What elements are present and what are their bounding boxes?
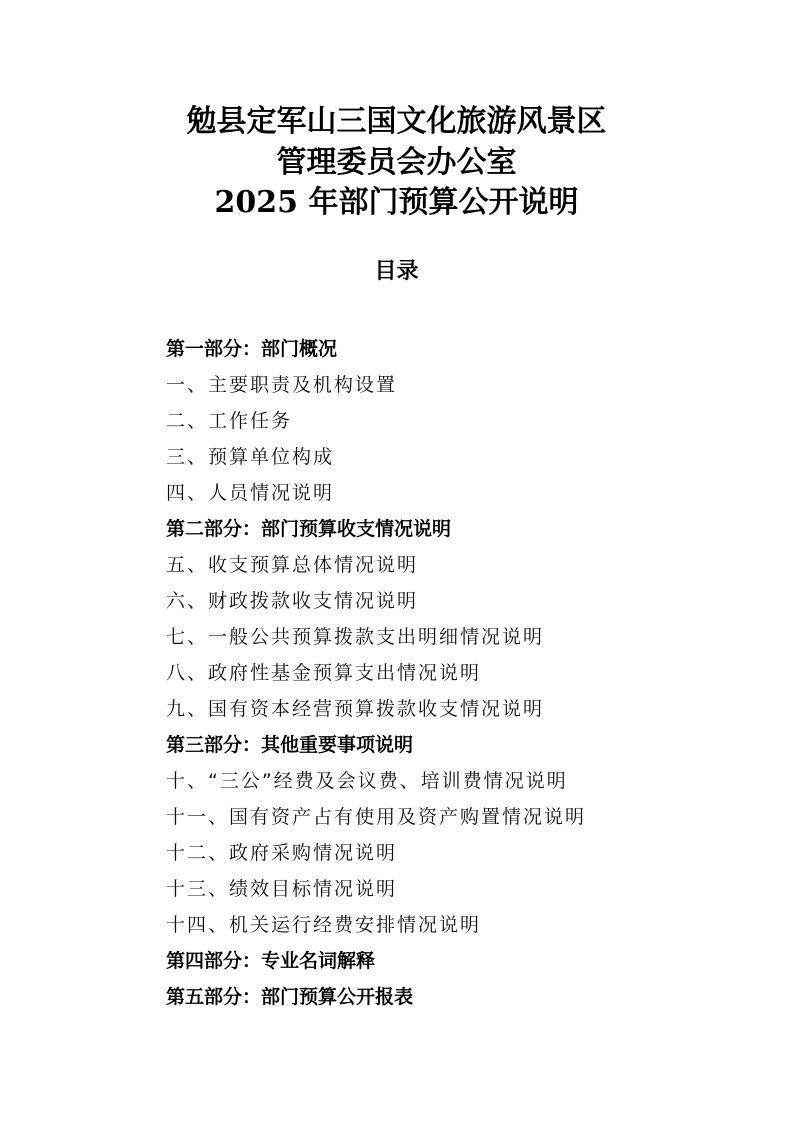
- document-title-line-2: 管理委员会办公室: [276, 145, 517, 180]
- toc-item-11: 十一、国有资产占有使用及资产购置情况说明: [166, 806, 587, 828]
- toc-item-13: 十三、绩效目标情况说明: [166, 878, 398, 900]
- toc-item-7: 七、一般公共预算拨款支出明细情况说明: [166, 626, 545, 648]
- toc-item-2: 二、工作任务: [166, 410, 293, 432]
- toc-item-6: 六、财政拨款收支情况说明: [166, 590, 419, 612]
- toc-item-8: 八、政府性基金预算支出情况说明: [166, 662, 482, 684]
- toc-item-3: 三、预算单位构成: [166, 446, 335, 468]
- toc-part-4: 第四部分：专业名词解释: [166, 950, 376, 972]
- toc-part-1: 第一部分：部门概况: [166, 338, 338, 360]
- toc-item-1: 一、主要职责及机构设置: [166, 374, 398, 396]
- table-of-contents: [166, 331, 586, 1015]
- toc-part-2: 第二部分：部门预算收支情况说明: [166, 518, 452, 540]
- toc-heading: 目录: [374, 259, 419, 284]
- document-title-line-1: 勉县定军山三国文化旅游风景区: [186, 104, 607, 139]
- toc-item-14: 十四、机关运行经费安排情况说明: [166, 914, 482, 936]
- toc-part-5: 第五部分：部门预算公开报表: [166, 986, 414, 1008]
- toc-item-4: 四、人员情况说明: [166, 482, 335, 504]
- toc-item-5: 五、收支预算总体情况说明: [166, 554, 419, 576]
- toc-item-12: 十二、政府采购情况说明: [166, 842, 398, 864]
- toc-item-10: 十、“三公”经费及会议费、培训费情况说明: [166, 770, 568, 792]
- toc-item-9: 九、国有资本经营预算拨款收支情况说明: [166, 698, 545, 720]
- toc-part-3: 第三部分：其他重要事项说明: [166, 734, 414, 756]
- document-title-line-3: 2025 年部门预算公开说明: [214, 185, 579, 220]
